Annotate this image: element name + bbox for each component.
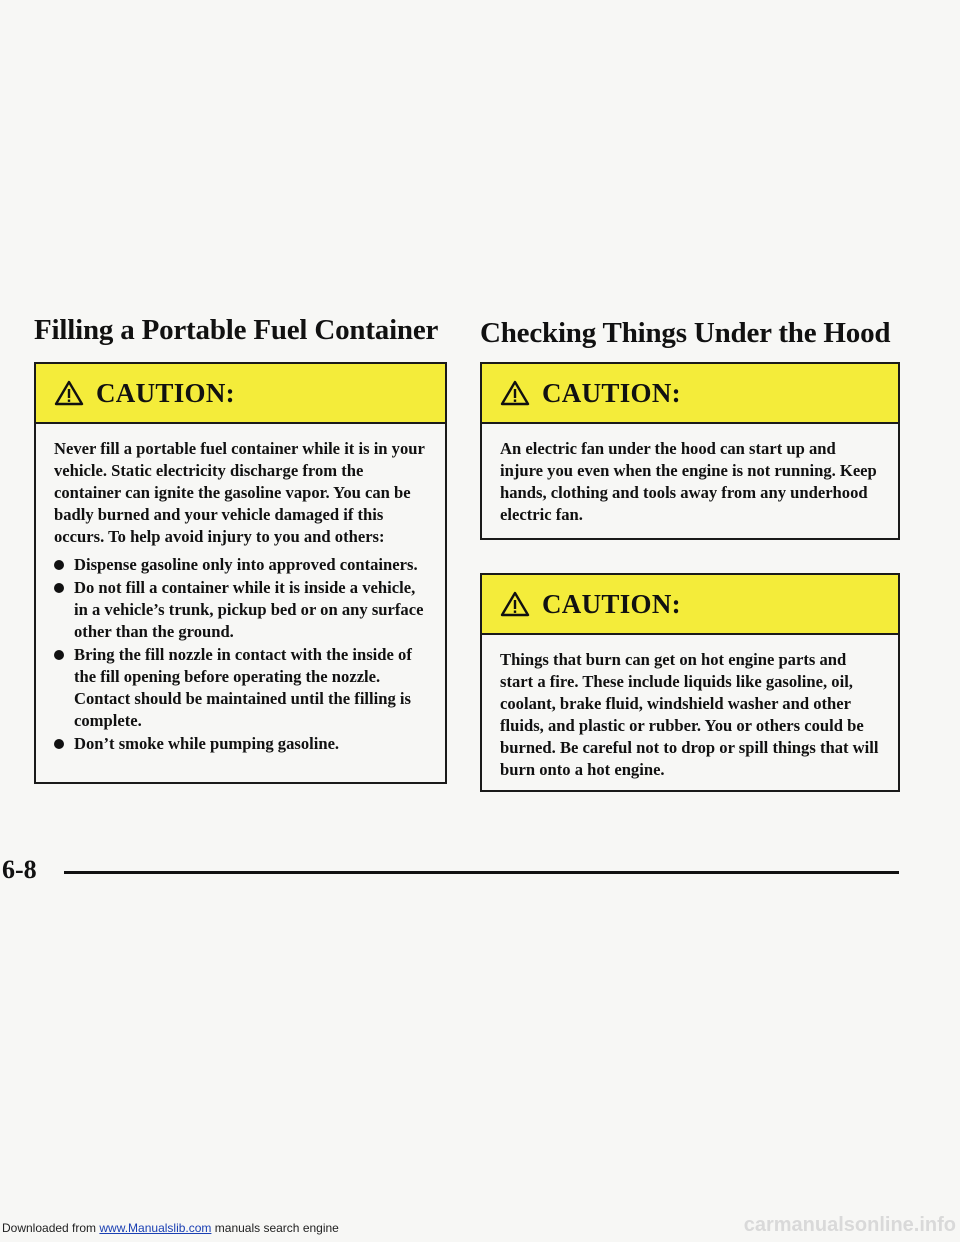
manualslib-link[interactable]: www.Manualslib.com — [99, 1221, 212, 1235]
footer-rule — [64, 871, 899, 874]
caution-header — [36, 364, 445, 424]
watermark: carmanualsonline.info — [743, 1214, 956, 1236]
download-footer — [2, 1221, 339, 1235]
caution-box-portable-fuel — [34, 362, 447, 784]
caution-label: CAUTION: — [96, 377, 235, 408]
caution-body — [36, 424, 445, 770]
bullet-icon — [54, 650, 64, 660]
list-item — [54, 554, 429, 576]
section-title-portable-fuel: Filling a Portable Fuel Container — [34, 314, 439, 346]
section-title-under-hood: Checking Things Under the Hood — [480, 317, 891, 349]
caution-label: CAUTION: — [542, 377, 681, 408]
caution-body — [482, 635, 898, 795]
caution-text: An electric fan under the hood can start up and injure you even when the engine is not running. Keep hands, clothing and tools away from any underhood electric fan. — [500, 439, 877, 524]
warning-triangle-icon — [500, 591, 530, 617]
caution-header — [482, 364, 898, 424]
page-number: 6-8 — [2, 855, 37, 884]
footer-prefix: Downloaded from — [2, 1221, 100, 1235]
bullet-icon — [54, 583, 64, 593]
list-item-text: Dispense gasoline only into approved containers. — [74, 555, 418, 574]
list-item — [54, 733, 429, 755]
caution-body — [482, 424, 898, 540]
caution-header — [482, 575, 898, 635]
list-item — [54, 577, 429, 643]
caution-label: CAUTION: — [542, 588, 681, 619]
caution-bullet-list — [54, 554, 429, 755]
list-item-text: Bring the fill nozzle in contact with the inside of the fill opening before operating the nozzle. Contact should be maintained until the filling is complete. — [74, 645, 412, 730]
bullet-icon — [54, 739, 64, 749]
bullet-icon — [54, 560, 64, 570]
list-item-text: Do not fill a container while it is inside a vehicle, in a vehicle’s trunk, pickup bed or on any surface other than the ground. — [74, 578, 424, 641]
caution-text: Things that burn can get on hot engine parts and start a fire. These include liquids like gasoline, oil, coolant, brake fluid, windshield washer and other fluids, and plastic or rubber. You or others could be burned. Be careful not to drop or spill things that will burn onto a hot engine. — [500, 650, 879, 779]
warning-triangle-icon — [54, 380, 84, 406]
list-item-text: Don’t smoke while pumping gasoline. — [74, 734, 340, 753]
caution-text: Never fill a portable fuel container while it is in your vehicle. Static electricity discharge from the container can ignite the gasoline vapor. You can be badly burned and your vehicle damaged if this occurs. To help avoid injury to you and others: — [54, 439, 425, 546]
caution-box-electric-fan — [480, 362, 900, 540]
caution-box-hot-engine — [480, 573, 900, 792]
warning-triangle-icon — [500, 380, 530, 406]
footer-suffix: manuals search engine — [211, 1221, 339, 1235]
list-item — [54, 644, 429, 732]
